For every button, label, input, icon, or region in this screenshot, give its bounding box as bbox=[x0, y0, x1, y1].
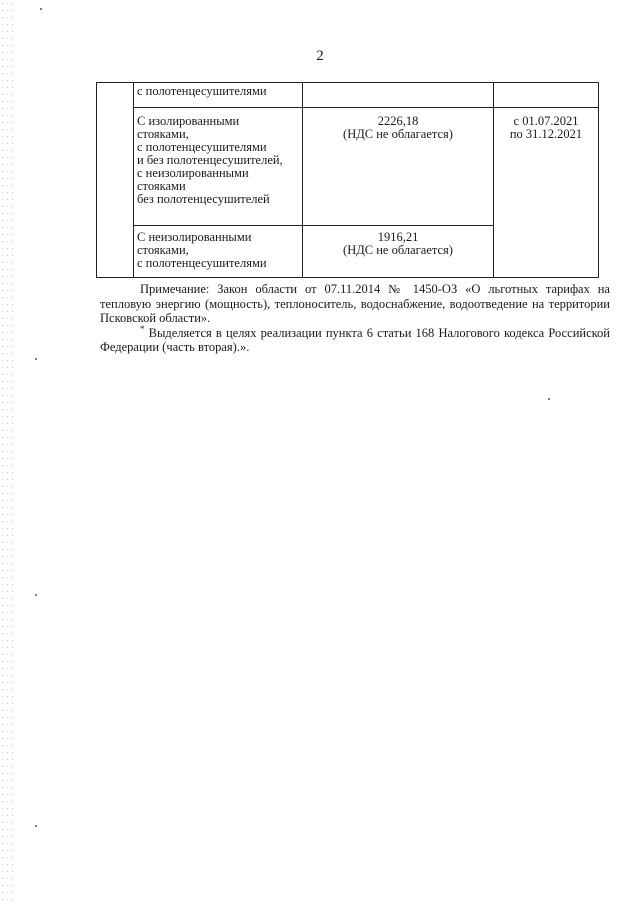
period-from: с 01.07.2021 bbox=[513, 114, 579, 128]
consumer-type-line: с полотенцесушителями bbox=[137, 140, 267, 154]
period-to: по 31.12.2021 bbox=[509, 127, 583, 141]
scan-speck bbox=[35, 825, 37, 827]
table-row bbox=[97, 108, 599, 226]
empty-number-cell bbox=[97, 83, 134, 278]
consumer-type-line: с неизолированными bbox=[137, 166, 249, 180]
consumer-type-cell bbox=[134, 108, 303, 226]
consumer-type-cell bbox=[134, 226, 303, 278]
footnote-mark: * bbox=[140, 323, 145, 334]
footnote-text: Выделяется в целях реализации пункта 6 статьи 168 Налогового кодекса Российской Федерации (часть вторая).». bbox=[100, 325, 610, 354]
consumer-type-cell bbox=[134, 83, 303, 108]
consumer-type-line: с полотенцесушителями bbox=[137, 84, 267, 98]
consumer-type-line: с полотенцесушителями bbox=[137, 256, 267, 270]
scan-edge-artifact bbox=[0, 0, 16, 905]
vat-note: (НДС не облагается) bbox=[343, 127, 453, 141]
price-value: 2226,18 bbox=[377, 114, 419, 128]
scan-speck bbox=[35, 358, 37, 360]
footnote bbox=[100, 323, 610, 355]
price-cell bbox=[303, 108, 494, 226]
vat-note: (НДС не облагается) bbox=[343, 243, 453, 257]
note-block bbox=[100, 282, 610, 355]
price-value: 1916,21 bbox=[377, 230, 419, 244]
consumer-type-line: и без полотенцесушителей, bbox=[137, 153, 283, 167]
scan-speck bbox=[40, 8, 42, 10]
page-number: 2 bbox=[316, 48, 324, 64]
note-text: Примечание: Закон области от 07.11.2014 № 1450-ОЗ «О льготных тарифах на тепловую энергию (мощность), теплоноситель, водоснабжение, водоотведение на территории Псковской области». bbox=[100, 282, 610, 325]
table-row bbox=[97, 83, 599, 108]
consumer-type-line: стояками, bbox=[137, 243, 189, 257]
scan-speck bbox=[548, 398, 550, 400]
scan-speck bbox=[35, 594, 37, 596]
consumer-type-line: стояками bbox=[137, 179, 186, 193]
consumer-type-line: С неизолированными bbox=[137, 230, 252, 244]
period-cell-top bbox=[494, 83, 599, 108]
price-cell bbox=[303, 226, 494, 278]
price-cell bbox=[303, 83, 494, 108]
consumer-type-line: С изолированными bbox=[137, 114, 240, 128]
tariff-table bbox=[96, 82, 599, 278]
consumer-type-line: без полотенцесушителей bbox=[137, 192, 270, 206]
consumer-type-line: стояками, bbox=[137, 127, 189, 141]
period-cell bbox=[494, 108, 599, 278]
